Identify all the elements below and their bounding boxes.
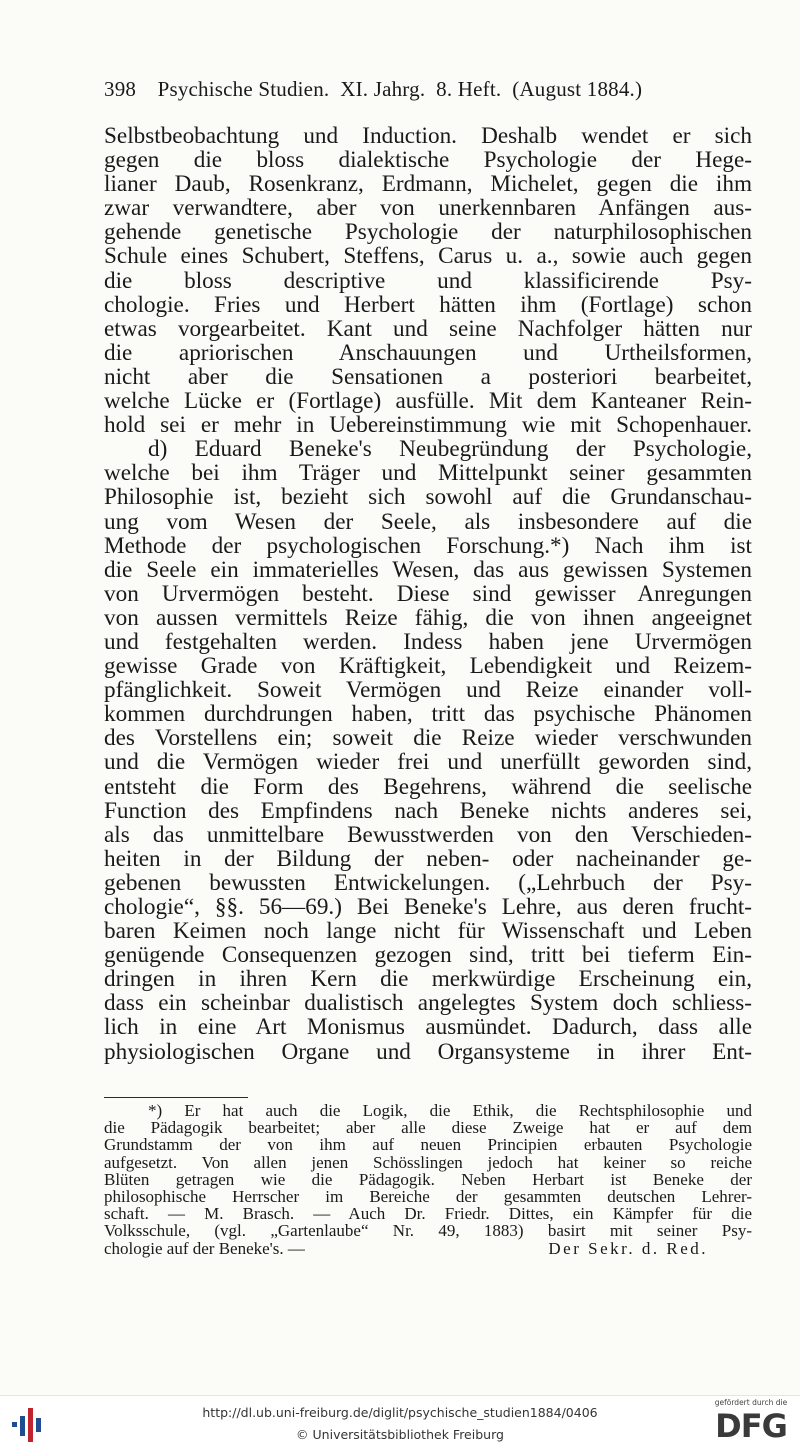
text-line: die Seele ein immaterielles Wesen, das aus gewissen Systemen [104,556,752,583]
main-text [104,124,752,1064]
viewer-footer [0,1395,800,1452]
text-line: hold sei er mehr in Uebereinstimmung wie mit Schopenhauer. [104,412,752,439]
footnote-last-line [104,1240,752,1257]
footnote-divider [104,1097,248,1098]
text-line: und festgehalten werden. Indess haben jene Urvermögen [104,628,752,655]
text-line: welche bei ihm Träger und Mittelpunkt seiner gesammten [104,460,752,487]
text-line: pfänglichkeit. Soweit Vermögen und Reize einander voll- [104,677,752,704]
text-line: die apriorischen Anschauungen und Urtheilsformen, [104,339,752,366]
text-line: d) Eduard Beneke's Neubegründung der Psychologie, [148,436,752,463]
dfg-logo-text: DFG [715,1407,787,1445]
text-line: Selbstbeobachtung und Induction. Deshalb wendet er sich [104,123,752,149]
permalink-url[interactable]: http://dl.ub.uni-freiburg.de/diglit/psychische_studien1884/0406 [202,1405,598,1420]
dfg-logo[interactable] [706,1398,796,1450]
text-line: dringen in ihren Kern die merkwürdige Erscheinung ein, [104,966,752,993]
footnote-line: philosophische Herrscher im Bereiche der gesammten deutschen Lehrer- [104,1186,752,1206]
footnote-line: *) Er hat auch die Logik, die Ethik, die Rechtsphilosophie und [148,1101,752,1120]
copyright-text: © Universitätsbibliothek Freiburg [296,1427,504,1442]
text-line: von Urvermögen besteht. Diese sind gewisser Anregungen [104,580,752,607]
text-line: heiten in der Bildung der neben- oder nacheinander ge- [104,845,752,872]
text-line: Function des Empfindens nach Beneke nichts anderes sei, [104,797,752,824]
footnote-line: Volksschule, (vgl. „Gartenlaube“ Nr. 49, 1883) basirt mit seiner Psy- [104,1221,752,1241]
text-line: kommen durchdrungen haben, tritt das psychische Phänomen [104,701,752,728]
text-line: Philosophie ist, bezieht sich sowohl auf die Grundanschau- [104,484,752,511]
footnote-line: chologie auf der Beneke's. — [104,1238,305,1258]
running-header [104,76,704,102]
text-line: nicht aber die Sensationen a posteriori bearbeitet, [104,363,752,390]
footnote-line: Grundstamm der von ihm auf neuen Principien erbauten Psychologie [104,1135,752,1155]
footnote [104,1102,752,1257]
footnote-line: Blüten getragen wie die Pädagogik. Neben Herbart ist Beneke der [104,1169,752,1189]
footnote-line: aufgesetzt. Von allen jenen Schösslingen jedoch hat keiner so reiche [104,1152,752,1172]
text-line: welche Lücke er (Fortlage) ausfülle. Mit dem Kanteaner Rein- [104,388,752,415]
text-line: chologie. Fries und Herbert hätten ihm (Fortlage) schon [104,291,752,318]
text-line: gehende genetische Psychologie der naturphilosophischen [104,219,752,246]
text-line: ung vom Wesen der Seele, als insbesondere auf die [104,508,752,535]
text-line: und die Vermögen wieder frei und unerfüllt geworden sind, [104,749,752,776]
text-line: lianer Daub, Rosenkranz, Erdmann, Michelet, gegen die ihm [104,171,752,198]
text-line: gewisse Grade von Kräftigkeit, Lebendigkeit und Reizem- [104,653,752,680]
text-line: die bloss descriptive und klassificirende Psy- [104,267,752,294]
text-line: physiologischen Organe und Organsysteme in ihrer Ent- [104,1038,752,1065]
text-line: gegen die bloss dialektische Psychologie der Hege- [104,147,752,174]
text-line: Schule eines Schubert, Steffens, Carus u. a., sowie auch gegen [104,243,752,270]
footnote-signature: Der Sekr. d. Red. [548,1238,708,1258]
text-line: dass ein scheinbar dualistisch angelegtes System doch schliess- [104,990,752,1017]
text-line: lich in eine Art Monismus ausmündet. Dadurch, dass alle [104,1014,752,1041]
text-line: von aussen vermittels Reize fähig, die von ihnen angeeignet [104,604,752,631]
text-line: baren Keimen noch lange nicht für Wissenschaft und Leben [104,918,752,945]
text-line: genügende Consequenzen gezogen sind, tritt bei tieferm Ein- [104,942,752,969]
footnote-line: schaft. — M. Brasch. — Auch Dr. Friedr. Dittes, ein Kämpfer für die [104,1204,752,1224]
footnote-line: die Pädagogik bearbeitet; aber alle diese Zweige hat er auf dem [104,1118,752,1138]
running-title: Psychische Studien. XI. Jahrg. 8. Heft. (August 1884.) [157,77,643,101]
dfg-funded-label: gefördert durch die [714,1398,788,1407]
text-line: als das unmittelbare Bewusstwerden von den Verschieden- [104,821,752,848]
text-line: Methode der psychologischen Forschung.*) Nach ihm ist [104,532,752,559]
text-line: zwar verwandtere, aber von unerkennbaren Anfängen aus- [104,195,752,222]
text-line: etwas vorgearbeitet. Kant und seine Nachfolger hätten nur [104,315,752,342]
text-line: entsteht die Form des Begehrens, während die seelische [104,773,752,800]
text-line: gebenen bewussten Entwickelungen. („Lehrbuch der Psy- [104,869,752,896]
text-line: des Vorstellens ein; soweit die Reize wieder verschwunden [104,725,752,752]
page-number: 398 [104,77,137,101]
text-line: chologie“, §§. 56—69.) Bei Beneke's Lehre, aus deren frucht- [104,894,752,920]
